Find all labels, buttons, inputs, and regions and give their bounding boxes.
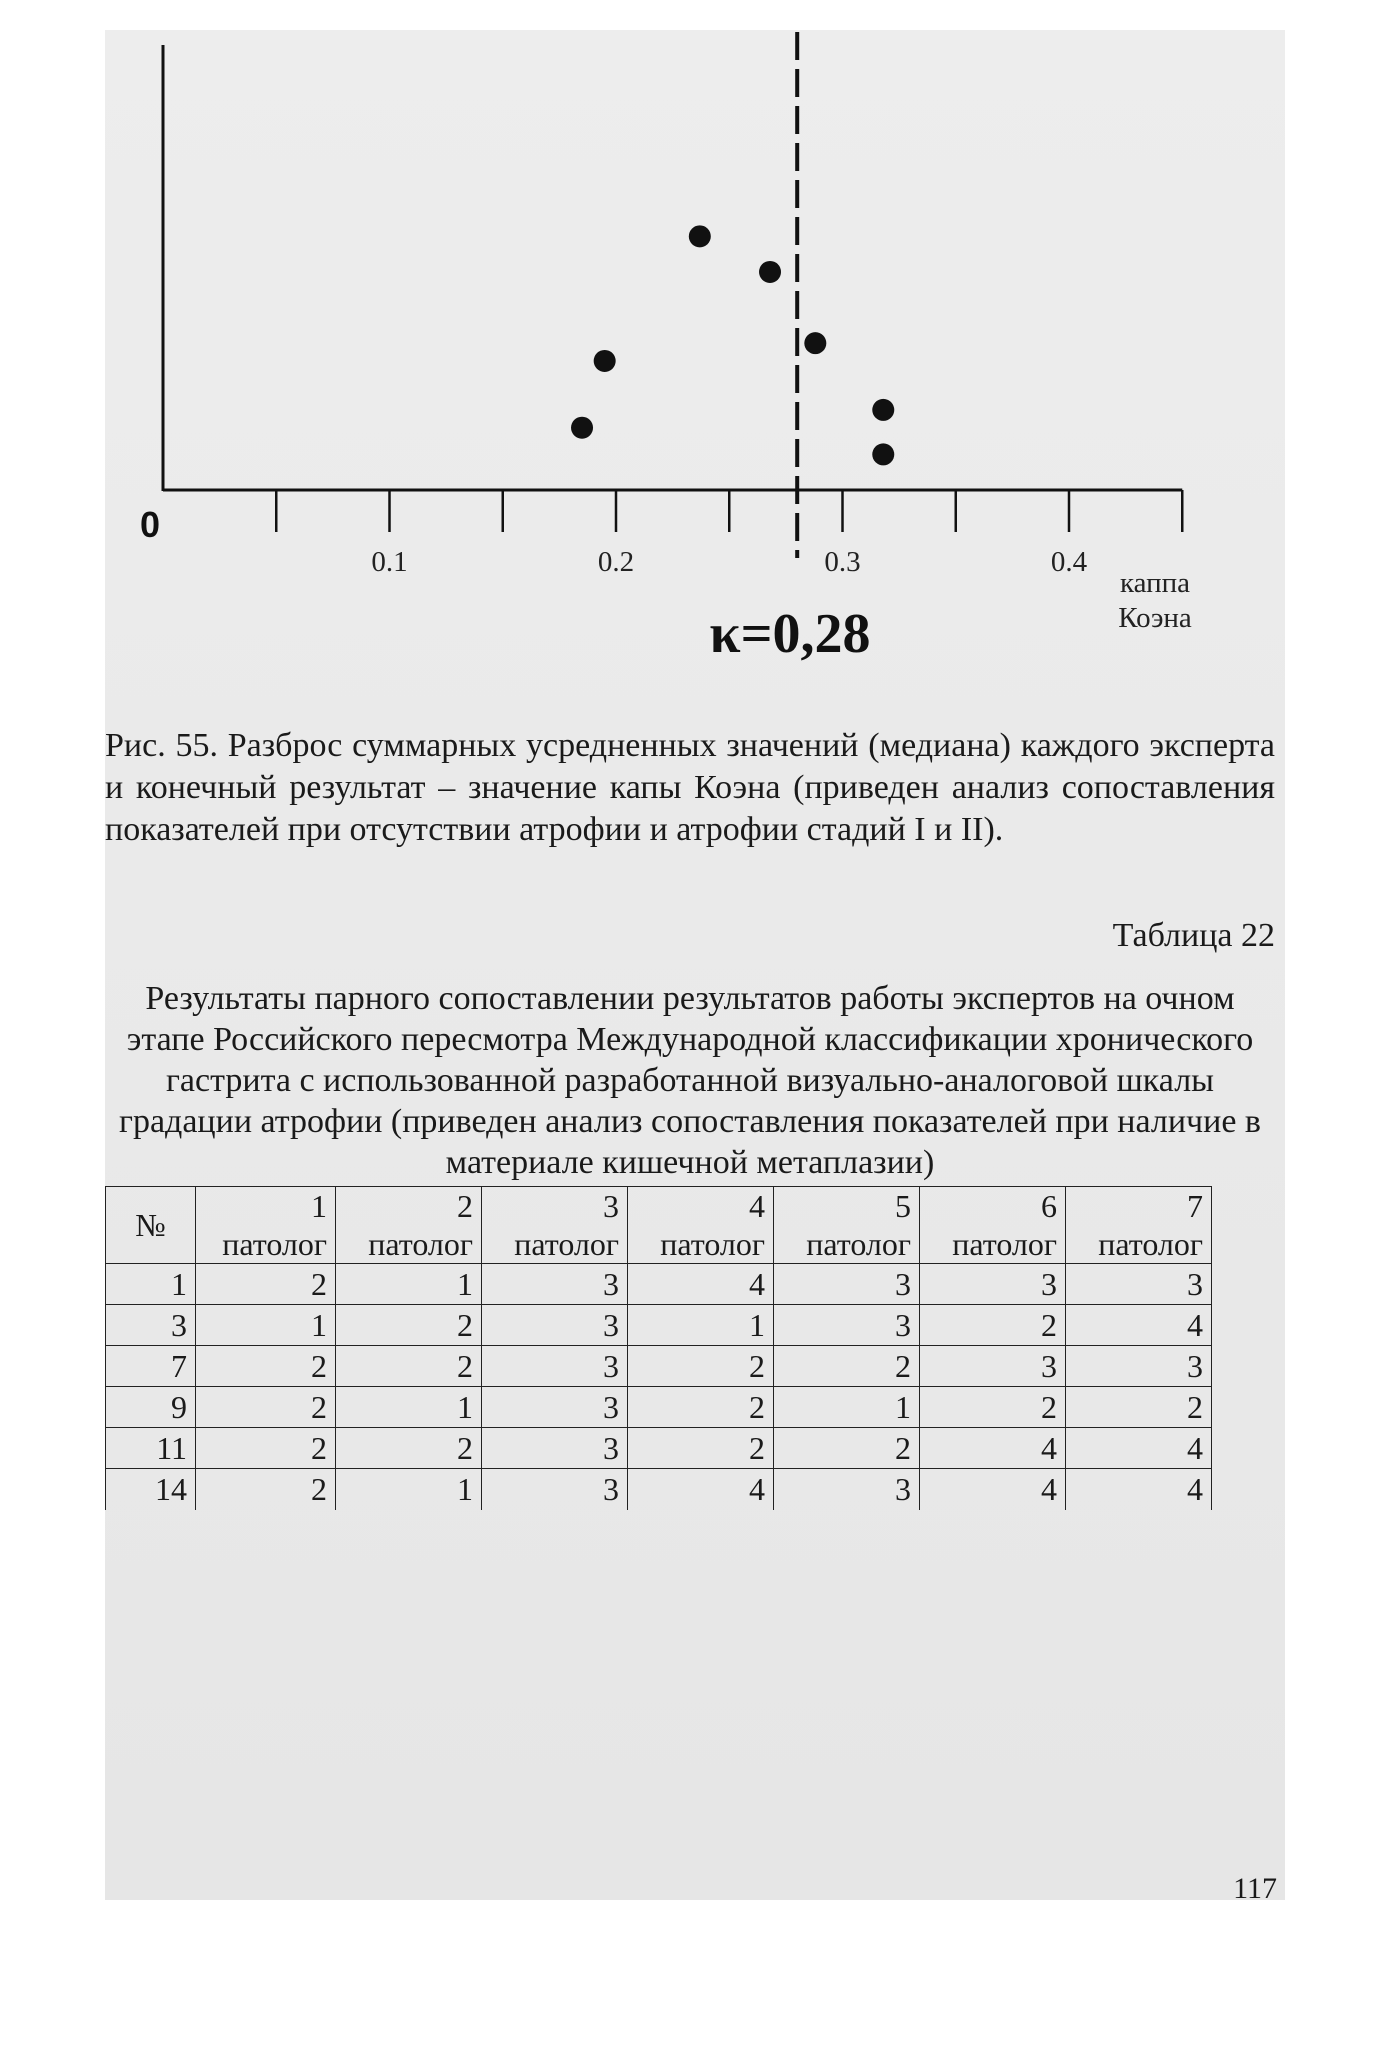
table-cell: 2 xyxy=(920,1387,1066,1428)
table-cell: 2 xyxy=(336,1428,482,1469)
table-cell: 1 xyxy=(336,1387,482,1428)
pathologist-number: 2 xyxy=(457,1188,473,1224)
table-row xyxy=(106,1264,1212,1305)
pathologist-column-header xyxy=(774,1187,920,1264)
table-cell: 2 xyxy=(196,1387,336,1428)
pathologist-column-header xyxy=(482,1187,628,1264)
table-cell: 2 xyxy=(196,1469,336,1510)
pathologist-column-header xyxy=(920,1187,1066,1264)
table-cell: 1 xyxy=(336,1469,482,1510)
page-number: 117 xyxy=(1233,1872,1277,1905)
pathologist-number: 1 xyxy=(311,1188,327,1224)
pathologist-column-header xyxy=(628,1187,774,1264)
pathologist-column-header xyxy=(336,1187,482,1264)
figure-caption: Рис. 55. Разброс суммарных усредненных значений (медиана) каждого эксперта и конечный результат – значение капы Коэна (приведен анализ сопоставления показателей при отсутствии атрофии и атрофии стадий I и II). xyxy=(105,727,1275,848)
x-tick-label: 0.3 xyxy=(824,546,861,578)
pathologist-word: патолог xyxy=(1098,1226,1203,1262)
data-point xyxy=(571,417,593,439)
table-row xyxy=(106,1428,1212,1469)
table-cell: 3 xyxy=(482,1305,628,1346)
table-cell: 4 xyxy=(1066,1305,1212,1346)
table-cell: 2 xyxy=(628,1387,774,1428)
x-axis-label: Коэна xyxy=(1118,602,1192,634)
table-cell: 2 xyxy=(774,1428,920,1469)
table-cell: 3 xyxy=(774,1469,920,1510)
table-cell: 3 xyxy=(1066,1264,1212,1305)
table-cell: 3 xyxy=(774,1305,920,1346)
table-cell: 1 xyxy=(774,1387,920,1428)
table-cell: 4 xyxy=(1066,1469,1212,1510)
table-cell: 3 xyxy=(920,1346,1066,1387)
pathologist-word: патолог xyxy=(806,1226,911,1262)
table-cell: 3 xyxy=(482,1264,628,1305)
row-number-cell: 7 xyxy=(106,1346,196,1387)
data-point xyxy=(759,261,781,283)
row-number-cell: 14 xyxy=(106,1469,196,1510)
x-tick-label: 0.1 xyxy=(371,546,408,578)
x-tick-label: 0.2 xyxy=(597,546,635,578)
table-cell: 2 xyxy=(196,1428,336,1469)
table-cell: 2 xyxy=(774,1346,920,1387)
x-tick-label: 0.4 xyxy=(1050,546,1088,578)
table-cell: 3 xyxy=(920,1264,1066,1305)
pathologist-number: 5 xyxy=(895,1188,911,1224)
table-cell: 4 xyxy=(628,1264,774,1305)
table-cell: 1 xyxy=(196,1305,336,1346)
table-cell: 2 xyxy=(1066,1387,1212,1428)
table-row xyxy=(106,1469,1212,1510)
pathologist-column-header xyxy=(196,1187,336,1264)
table-title: Результаты парного сопоставлении результатов работы экспертов на очном этапе Российского пересмотра Международной классификации хронического гастрита с использованной разработанной визуально-аналоговой шкалы градации атрофии (приведен анализ сопоставления показателей при наличие в материале кишечной метаплазии) xyxy=(119,980,1261,1181)
table-cell: 3 xyxy=(482,1387,628,1428)
pathologist-number: 7 xyxy=(1187,1188,1203,1224)
table-cell: 1 xyxy=(628,1305,774,1346)
kappa-scatter-chart xyxy=(0,0,1380,700)
kappa-annotation: κ=0,28 xyxy=(709,603,871,665)
pathologist-word: патолог xyxy=(222,1226,327,1262)
pathologist-number: 6 xyxy=(1041,1188,1057,1224)
table-cell: 4 xyxy=(920,1428,1066,1469)
row-number-cell: 1 xyxy=(106,1264,196,1305)
table-cell: 2 xyxy=(196,1346,336,1387)
data-point xyxy=(872,399,894,421)
pathologist-word: патолог xyxy=(660,1226,765,1262)
origin-label: 0 xyxy=(139,504,161,545)
table-cell: 2 xyxy=(628,1428,774,1469)
row-number-cell: 3 xyxy=(106,1305,196,1346)
pathologist-word: патолог xyxy=(952,1226,1057,1262)
table-cell: 2 xyxy=(196,1264,336,1305)
data-point xyxy=(689,225,711,247)
pathologist-number: 4 xyxy=(749,1188,765,1224)
number-column-header: № xyxy=(106,1187,196,1264)
pathologist-word: патолог xyxy=(514,1226,619,1262)
table-row xyxy=(106,1346,1212,1387)
table-cell: 3 xyxy=(774,1264,920,1305)
table-cell: 4 xyxy=(628,1469,774,1510)
row-number-cell: 11 xyxy=(106,1428,196,1469)
table-cell: 3 xyxy=(1066,1346,1212,1387)
pathologist-number: 3 xyxy=(603,1188,619,1224)
table-cell: 3 xyxy=(482,1469,628,1510)
data-point xyxy=(804,332,826,354)
table-row xyxy=(106,1387,1212,1428)
table-number-label: Таблица 22 xyxy=(1112,917,1275,954)
table-body xyxy=(106,1264,1212,1510)
row-number-cell: 9 xyxy=(106,1387,196,1428)
table-cell: 2 xyxy=(336,1346,482,1387)
data-point xyxy=(594,350,616,372)
results-table xyxy=(105,1186,1212,1510)
table-cell: 1 xyxy=(336,1264,482,1305)
pathologist-column-header xyxy=(1066,1187,1212,1264)
table-cell: 4 xyxy=(920,1469,1066,1510)
table-cell: 2 xyxy=(628,1346,774,1387)
pathologist-word: патолог xyxy=(368,1226,473,1262)
x-axis-label: каппа xyxy=(1119,567,1191,599)
data-point xyxy=(872,443,894,465)
table-cell: 3 xyxy=(482,1346,628,1387)
table-header-row xyxy=(106,1187,1212,1264)
table-cell: 3 xyxy=(482,1428,628,1469)
table-cell: 4 xyxy=(1066,1428,1212,1469)
table-cell: 2 xyxy=(336,1305,482,1346)
table-row xyxy=(106,1305,1212,1346)
table-cell: 2 xyxy=(920,1305,1066,1346)
